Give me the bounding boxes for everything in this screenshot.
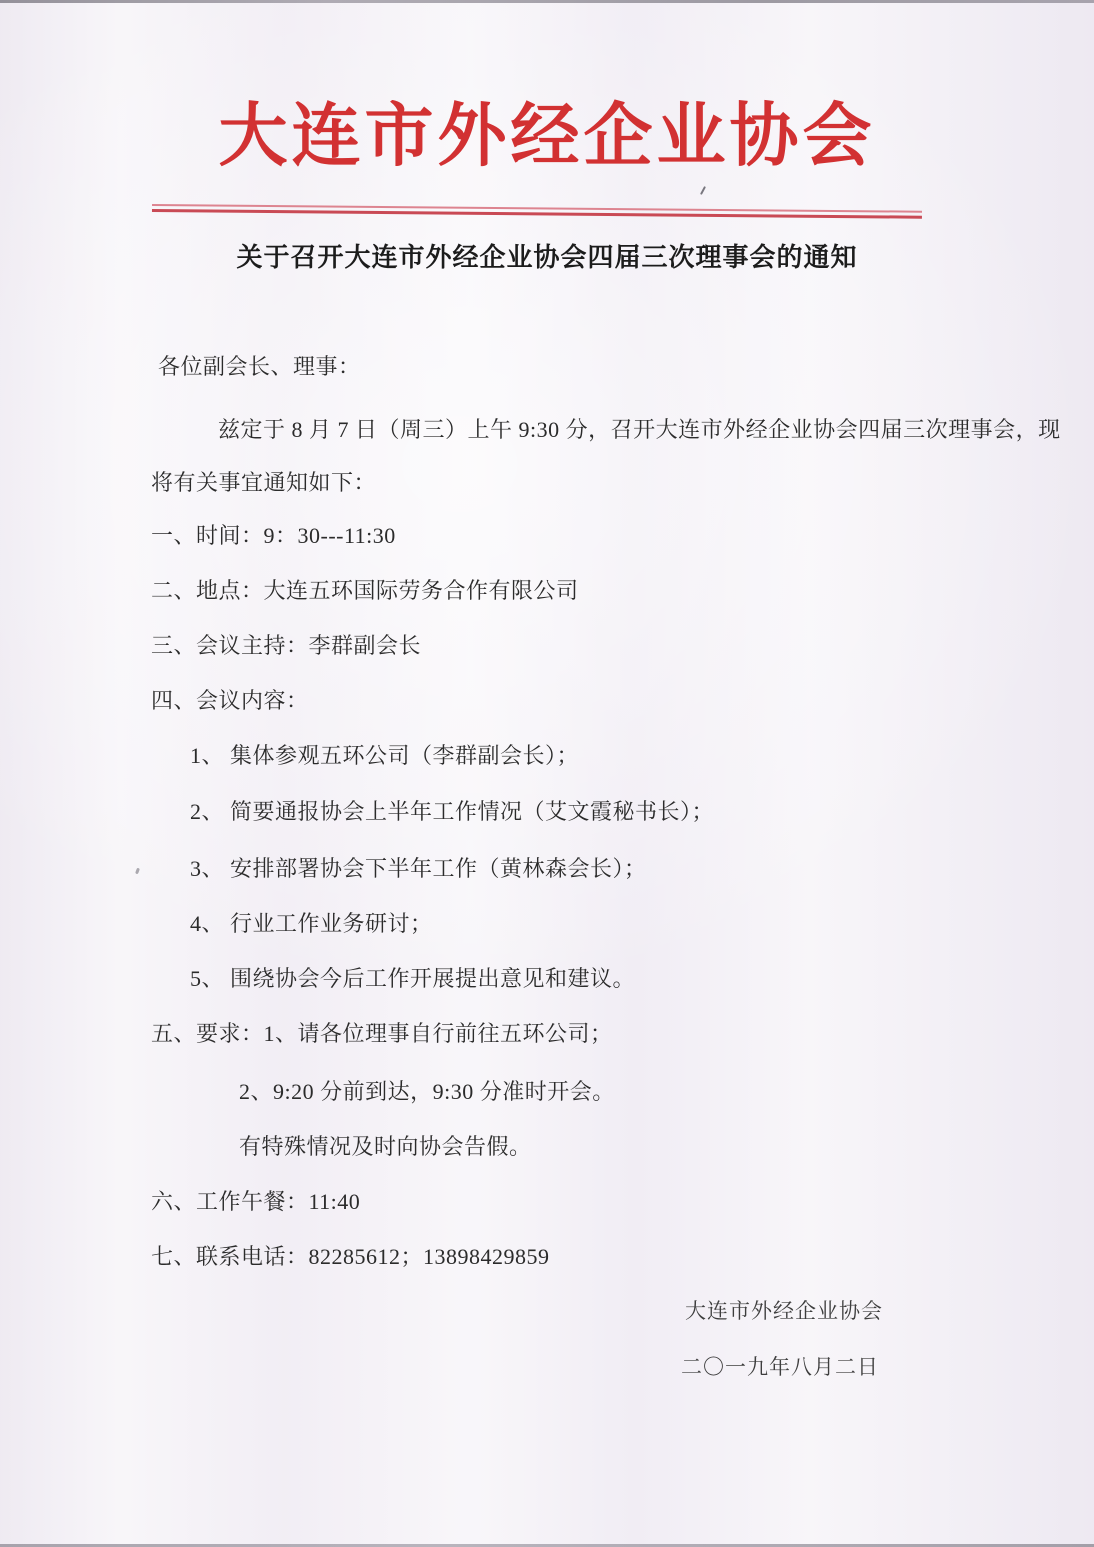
signature-org: 大连市外经企业协会 (685, 1299, 883, 1323)
agenda-item-2: 2、 简要通报协会上半年工作情况（艾文霞秘书长）； (190, 799, 715, 824)
intro-line-2: 将有关事宜通知如下： (151, 470, 377, 495)
agenda-item-1: 1、 集体参观五环公司（李群副会长）； (190, 743, 580, 768)
scan-artifact-tick (700, 186, 706, 195)
salutation: 各位副会长、理事： (158, 354, 361, 379)
item-requirements: 五、要求：1、请各位理事自行前往五环公司； (151, 1021, 613, 1046)
requirement-note: 有特殊情况及时向协会告假。 (239, 1134, 532, 1159)
agenda-item-5: 5、 围绕协会今后工作开展提出意见和建议。 (190, 966, 636, 991)
item-location: 二、地点：大连五环国际劳务合作有限公司 (151, 578, 579, 603)
item-lunch: 六、工作午餐：11:40 (151, 1189, 361, 1214)
letterhead-double-rule (152, 204, 922, 219)
scan-artifact-comma (135, 868, 140, 875)
agenda-item-4: 4、 行业工作业务研讨； (190, 911, 433, 936)
letterhead-org-title: 大连市外经企业协会 (218, 98, 876, 174)
notice-title: 关于召开大连市外经企业协会四届三次理事会的通知 (236, 243, 858, 272)
scan-edge-top (0, 0, 1094, 3)
item-host: 三、会议主持：李群副会长 (151, 633, 422, 658)
requirement-2: 2、9:20 分前到达，9:30 分准时开会。 (239, 1079, 615, 1104)
item-agenda-header: 四、会议内容： (151, 688, 309, 713)
item-time: 一、时间：9：30---11:30 (151, 523, 396, 548)
agenda-item-3: 3、 安排部署协会下半年工作（黄林森会长）； (190, 856, 647, 881)
signature-date: 二〇一九年八月二日 (681, 1355, 879, 1379)
intro-line-1: 兹定于 8 月 7 日（周三）上午 9:30 分，召开大连市外经企业协会四届三次理事会，现 (218, 417, 1061, 442)
item-phone: 七、联系电话：82285612；13898429859 (151, 1244, 550, 1269)
